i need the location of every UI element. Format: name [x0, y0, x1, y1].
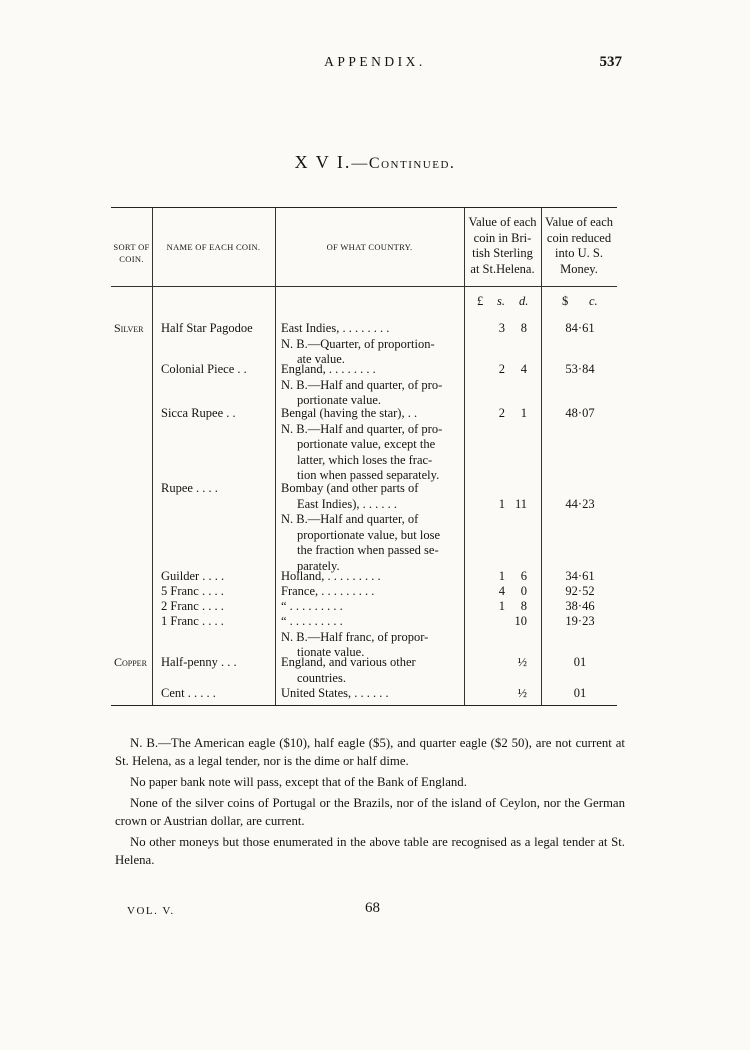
- cell-country-line: parately.: [297, 558, 340, 573]
- cell-coin-name: Colonial Piece . .: [161, 362, 247, 376]
- cell-usd-value: 01: [573, 655, 587, 669]
- cell-country-line: Bombay (and other parts of: [281, 481, 419, 495]
- running-title: APPENDIX.: [324, 54, 426, 69]
- cell-coin-name: Cent . . . . .: [161, 686, 216, 700]
- cell-country-line: N. B.—Quarter, of proportion-: [281, 336, 435, 351]
- cell-sort-of-coin: Copper: [114, 655, 147, 669]
- column-rule: [464, 208, 465, 705]
- cell-usd-value: 84·61: [565, 321, 595, 335]
- note-paragraph: None of the silver coins of Portugal or the Brazils, nor of the island of Ceylon, nor the German crown or Austrian dollar, are current.: [115, 796, 625, 828]
- cell-coin-name: 2 Franc . . . .: [161, 599, 224, 613]
- header-rule: [111, 286, 617, 287]
- header-line: at St.Helena.: [470, 261, 535, 276]
- cell-coin-name: Half-penny . . .: [161, 655, 237, 669]
- header-line: coin reduced: [546, 230, 612, 245]
- cell-usd-value: 53·84: [565, 362, 595, 376]
- cell-pence: 10: [514, 614, 527, 628]
- cell-coin-name: Half Star Pagodoe: [161, 321, 253, 335]
- running-head: [0, 54, 750, 74]
- cell-pence: ½: [517, 686, 527, 700]
- cell-country-line: tionate value.: [297, 645, 365, 659]
- cell-usd-value: 44·23: [565, 496, 595, 511]
- cell-coin-name: 1 Franc . . . .: [161, 614, 224, 628]
- unit-pence: d.: [519, 294, 529, 308]
- cell-pence: 1: [520, 406, 527, 420]
- cell-usd-value: 01: [573, 686, 587, 700]
- cell-shillings: 1: [498, 496, 505, 511]
- volume-label: VOL. V.: [127, 905, 175, 917]
- cell-country-line: portionate value.: [297, 393, 381, 407]
- note-paragraph: No paper bank note will pass, except that of the Bank of England.: [130, 775, 467, 789]
- cell-country-line: portionate value, except the: [297, 437, 436, 451]
- header-line: into U. S.: [555, 246, 603, 260]
- cell-usd-value: 34·61: [565, 569, 595, 583]
- column-rule: [275, 208, 276, 705]
- cell-shillings: 3: [498, 321, 505, 335]
- unit-shillings: s.: [497, 294, 505, 308]
- cell-country-line: latter, which loses the frac-: [297, 452, 433, 467]
- header-usd-value: [541, 215, 617, 277]
- note-paragraph: N. B.—The American eagle ($10), half eagle ($5), and quarter eagle ($2 50), are not current at St. Helena, as a legal tender, nor is the dime or half dime.: [115, 736, 625, 768]
- coin-table: [111, 207, 617, 706]
- cell-country-line: the fraction when passed se-: [297, 543, 439, 557]
- cell-country-line: “ . . . . . . . . .: [281, 599, 343, 613]
- cell-coin-name: 5 Franc . . . .: [161, 584, 224, 598]
- cell-country-line: Bengal (having the star), . .: [281, 406, 418, 420]
- cell-country-line: ate value.: [297, 352, 345, 366]
- column-rule: [541, 208, 542, 705]
- section-heading: [0, 152, 750, 173]
- cell-country-line: “ . . . . . . . . .: [281, 614, 343, 628]
- header-sterling-value: [464, 215, 541, 277]
- cell-pence: ½: [517, 655, 527, 669]
- cell-country-line: France, . . . . . . . . .: [281, 584, 375, 598]
- cell-pence: 8: [520, 599, 527, 613]
- section-numeral: X V I.: [294, 152, 352, 172]
- column-rule: [152, 208, 153, 705]
- cell-country-line: N. B.—Half and quarter, of: [281, 512, 419, 526]
- cell-pence: 8: [520, 321, 527, 335]
- cell-country-line: N. B.—Half and quarter, of pro-: [281, 377, 443, 392]
- cell-country-line: England, . . . . . . . .: [281, 362, 376, 376]
- cell-country-line: England, and various other: [281, 655, 416, 669]
- header-sort-of-coin: [111, 241, 152, 265]
- cell-shillings: 1: [498, 569, 505, 583]
- cell-coin-name: Sicca Rupee . .: [161, 406, 236, 420]
- cell-country-line: tion when passed separately.: [297, 468, 440, 482]
- header-line: Value of each: [468, 215, 537, 229]
- cell-shillings: 2: [498, 406, 505, 420]
- header-country: OF WHAT COUNTRY.: [326, 242, 413, 252]
- cell-country-line: East Indies), . . . . . .: [297, 496, 397, 511]
- cell-shillings: 1: [498, 599, 505, 613]
- cell-usd-value: 19·23: [565, 614, 595, 628]
- cell-shillings: 2: [498, 362, 505, 376]
- cell-pence: 4: [520, 362, 527, 376]
- cell-pence: 11: [514, 496, 527, 511]
- cell-coin-name: Guilder . . . .: [161, 569, 225, 583]
- section-continued: —Continued.: [351, 155, 456, 172]
- page-number: 537: [599, 54, 622, 70]
- header-line: coin in Bri-: [473, 230, 532, 245]
- cell-country-line: proportionate value, but lose: [297, 527, 441, 542]
- unit-pounds: £: [477, 294, 484, 308]
- cell-usd-value: 92·52: [565, 584, 595, 598]
- cell-coin-name: Rupee . . . .: [161, 481, 218, 495]
- cell-pence: 6: [520, 569, 527, 583]
- cell-pence: 0: [520, 584, 527, 598]
- header-line: tish Sterling: [472, 246, 533, 260]
- signature-mark: 68: [365, 900, 380, 916]
- cell-country-line: N. B.—Half and quarter, of pro-: [281, 421, 443, 436]
- footnotes: [115, 734, 625, 872]
- cell-country-line: Holland, . . . . . . . . .: [281, 569, 381, 583]
- header-line: Money.: [560, 261, 598, 276]
- header-line: SORT OF: [113, 242, 150, 252]
- cell-usd-value: 38·46: [565, 599, 595, 613]
- note-paragraph: No other moneys but those enumerated in the above table are recognised as a legal tender at St. Helena.: [115, 835, 625, 867]
- header-line: COIN.: [119, 254, 144, 264]
- header-line: Value of each: [544, 215, 614, 229]
- cell-country-line: East Indies, . . . . . . . .: [281, 321, 390, 335]
- cell-country-line: United States, . . . . . .: [281, 686, 389, 700]
- unit-dollars: $: [562, 294, 569, 308]
- cell-country-line: N. B.—Half franc, of propor-: [281, 629, 429, 644]
- unit-cents: c.: [589, 294, 598, 308]
- cell-sort-of-coin: Silver: [114, 321, 144, 335]
- header-name-of-coin: NAME OF EACH COIN.: [166, 242, 261, 252]
- cell-country-line: countries.: [297, 670, 346, 685]
- cell-usd-value: 48·07: [565, 406, 595, 420]
- cell-shillings: 4: [498, 584, 505, 598]
